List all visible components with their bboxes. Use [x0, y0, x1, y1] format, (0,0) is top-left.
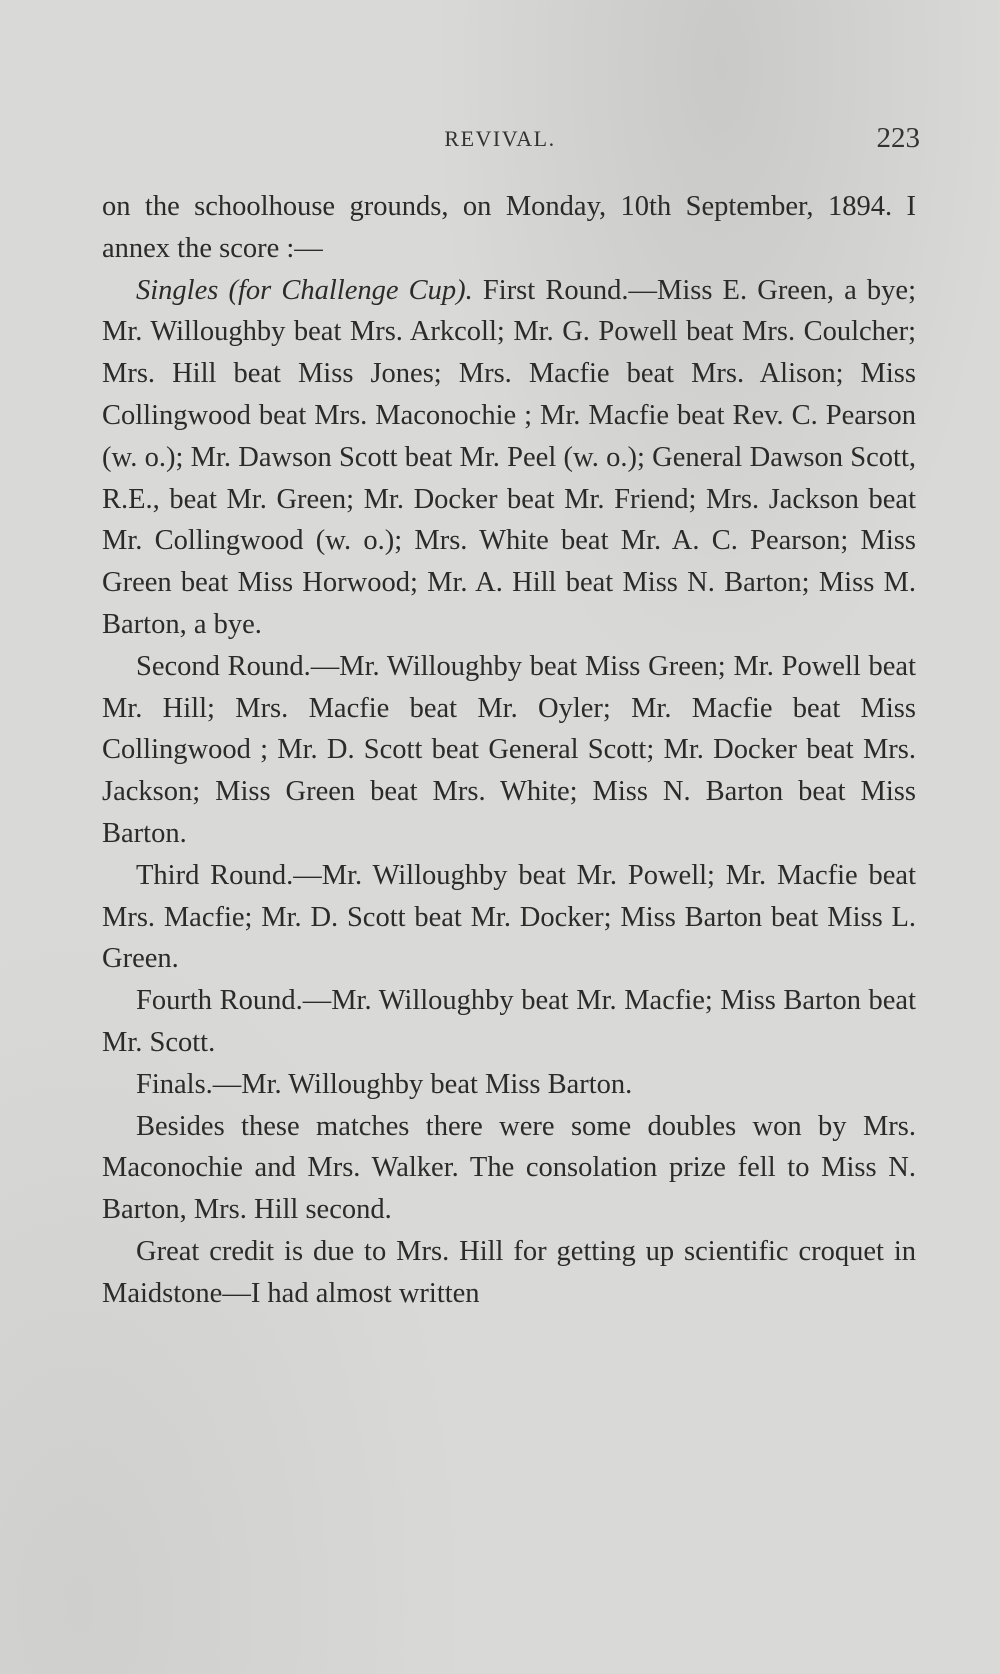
paragraph-second-round: Second Round.—Mr. Willoughby beat Miss Green; Mr. Powell beat Mr. Hill; Mrs. Macfie beat Mr. Oyler; Mr. Macfie beat Miss Collingwood ; Mr. D. Scott beat General Scott; Mr. Docker beat Mrs. Jackson; Miss Green beat Mrs. White; Miss N. Barton beat Miss Barton. — [102, 650, 916, 849]
paragraph-fourth-round: Fourth Round.—Mr. Willoughby beat Mr. Macfie; Miss Barton beat Mr. Scott. — [102, 985, 916, 1058]
paragraph-1: on the schoolhouse grounds, on Monday, 10th September, 1894. I annex the score :— — [102, 191, 916, 264]
body-text — [102, 186, 916, 1315]
page-number: 223 — [876, 122, 920, 154]
singles-heading: Singles (for Challenge Cup). — [136, 274, 473, 306]
first-round-text: First Round.—Miss E. Green, a bye; Mr. Willoughby beat Mrs. Arkcoll; Mr. G. Powell beat Mrs. Coulcher; Mrs. Hill beat Miss Jones; Mrs. Macfie beat Mrs. Alison; Miss Collingwood beat Mrs. Maconochie ; Mr. Macfie beat Rev. C. Pearson (w. o.); Mr. Dawson Scott beat Mr. Peel (w. o.); General Dawson Scott, R.E., beat Mr. Green; Mr. Docker beat Mr. Friend; Mrs. Jackson beat Mr. Collingwood (w. o.); Mrs. White beat Mr. A. C. Pearson; Miss Green beat Miss Horwood; Mr. A. Hill beat Miss N. Barton; Miss M. Barton, a bye. — [102, 274, 916, 640]
running-head — [0, 122, 1000, 158]
paragraph-doubles: Besides these matches there were some doubles won by Mrs. Maconochie and Mrs. Walker. The consolation prize fell to Miss N. Barton, Mrs. Hill second. — [102, 1110, 916, 1226]
paragraph-2 — [102, 270, 916, 646]
paragraph-credit: Great credit is due to Mrs. Hill for getting up scientific croquet in Maidstone—I had almost written — [102, 1235, 916, 1309]
running-title: REVIVAL. — [444, 126, 556, 151]
paragraph-finals: Finals.—Mr. Willoughby beat Miss Barton. — [136, 1068, 633, 1100]
paragraph-third-round: Third Round.—Mr. Willoughby beat Mr. Powell; Mr. Macfie beat Mrs. Macfie; Mr. D. Scott beat Mr. Docker; Miss Barton beat Miss L. Green. — [102, 859, 916, 975]
